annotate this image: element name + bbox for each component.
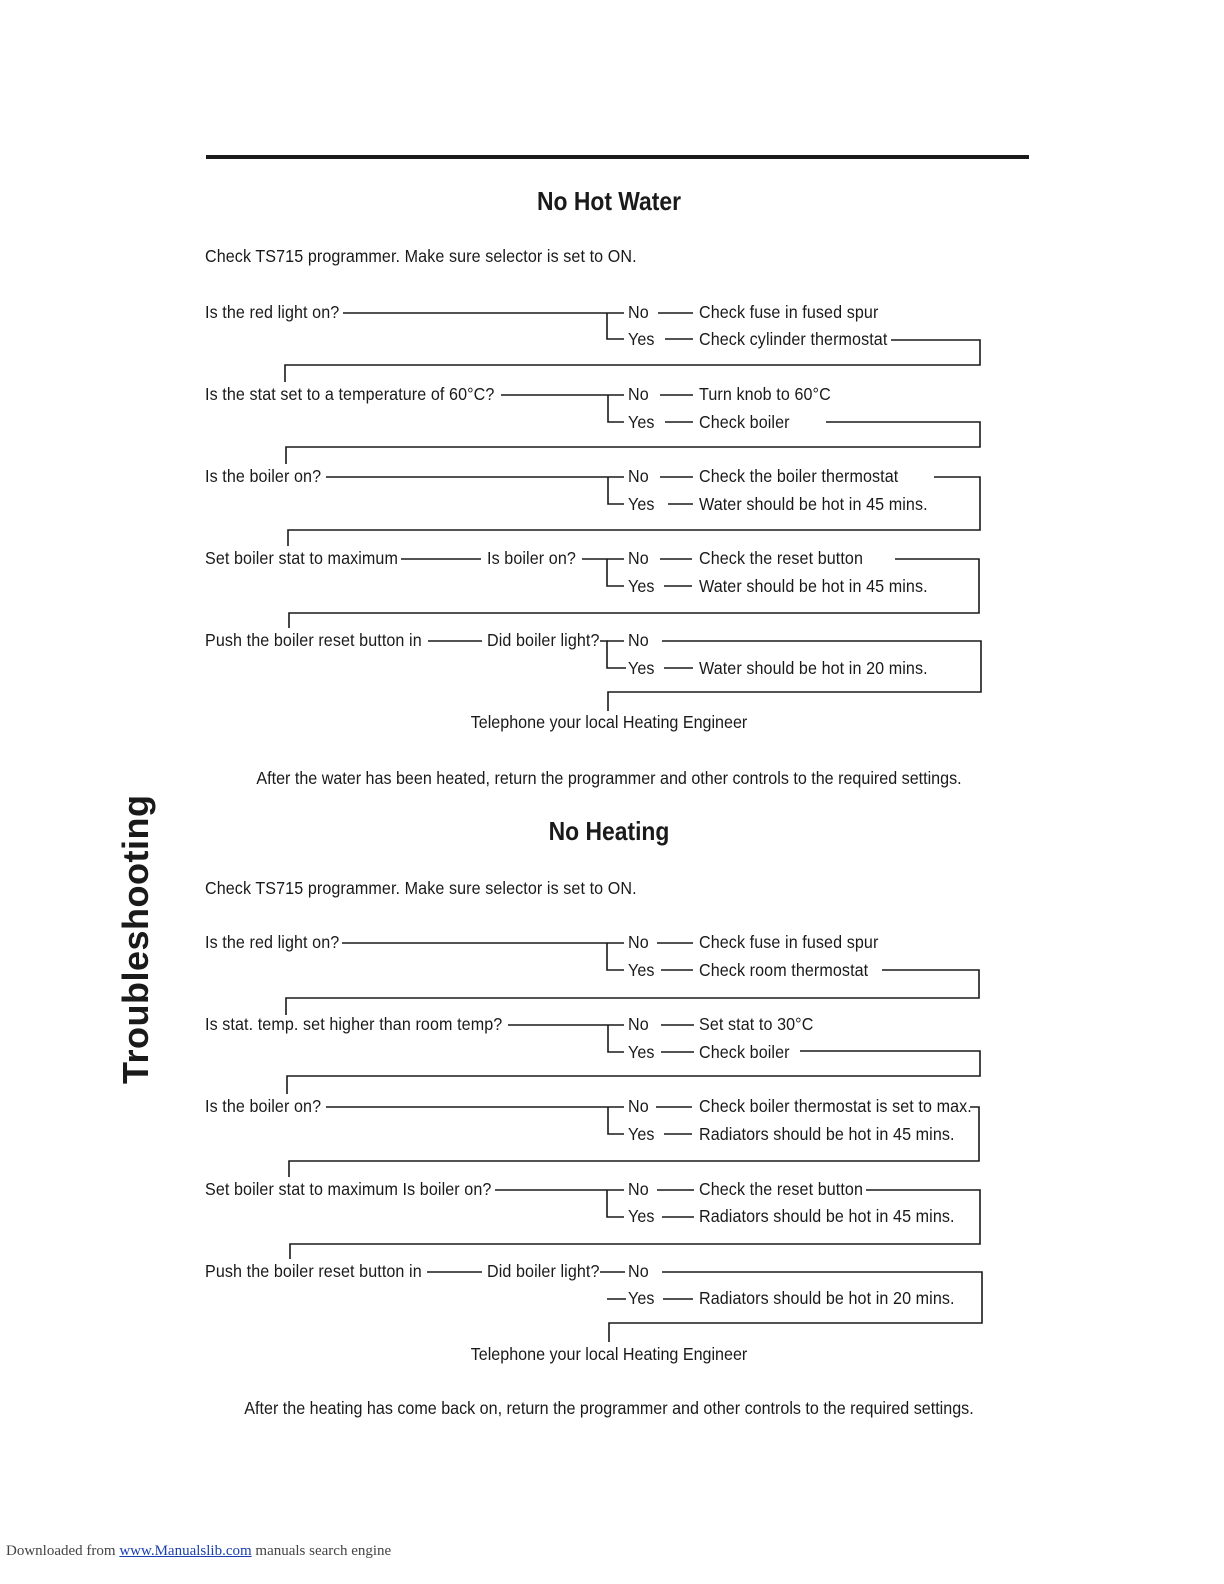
ht-q3-yes: Yes: [628, 1124, 655, 1144]
ht-final: Telephone your local Heating Engineer: [470, 1344, 748, 1364]
hw-q5-sub: Did boiler light?: [487, 630, 600, 650]
hw-q4-yes-action: Water should be hot in 45 mins.: [699, 576, 928, 596]
ht-q1-yes-action: Check room thermostat: [699, 960, 869, 980]
hw-q4-no: No: [628, 548, 649, 568]
ht-q5-yes: Yes: [628, 1288, 655, 1308]
ht-q5-no: No: [628, 1261, 649, 1281]
ht-q1-yes: Yes: [628, 960, 655, 980]
ht-q1: Is the red light on?: [205, 932, 340, 952]
ht-q4-yes: Yes: [628, 1206, 655, 1226]
ht-q3-no: No: [628, 1096, 649, 1116]
hw-q3: Is the boiler on?: [205, 466, 322, 486]
ht-q4-yes-action: Radiators should be hot in 45 mins.: [699, 1206, 955, 1226]
ht-q2: Is stat. temp. set higher than room temp?: [205, 1014, 503, 1034]
ht-q2-yes: Yes: [628, 1042, 655, 1062]
ht-q2-no: No: [628, 1014, 649, 1034]
footer: [6, 1543, 391, 1560]
ht-q1-no-action: Check fuse in fused spur: [699, 932, 879, 952]
hw-q3-yes: Yes: [628, 494, 655, 514]
hw-q4-no-action: Check the reset button: [699, 548, 864, 568]
hw-q4-yes: Yes: [628, 576, 655, 596]
footer-link[interactable]: www.Manualslib.com: [119, 1543, 252, 1559]
hw-q1-no-action: Check fuse in fused spur: [699, 302, 879, 322]
side-title: Troubleshooting: [115, 794, 156, 1084]
hw-q2-yes-action: Check boiler: [699, 412, 790, 432]
hw-q3-no: No: [628, 466, 649, 486]
hw-q4-sub: Is boiler on?: [487, 548, 576, 568]
ht-q3: Is the boiler on?: [205, 1096, 322, 1116]
footer-suffix: manuals search engine: [255, 1543, 392, 1559]
hw-q2-no-action: Turn knob to 60°C: [699, 384, 831, 404]
hw-q5: Push the boiler reset button in: [205, 630, 422, 650]
hw-q1: Is the red light on?: [205, 302, 340, 322]
hot-water-title: No Hot Water: [536, 186, 682, 216]
hot-water-intro: Check TS715 programmer. Make sure selector is set to ON.: [205, 246, 637, 266]
ht-q5-yes-action: Radiators should be hot in 20 mins.: [699, 1288, 955, 1308]
ht-q5: Push the boiler reset button in: [205, 1261, 422, 1281]
ht-q4: Set boiler stat to maximum Is boiler on?: [205, 1179, 492, 1199]
hw-q1-yes-action: Check cylinder thermostat: [699, 329, 888, 349]
ht-q2-yes-action: Check boiler: [699, 1042, 790, 1062]
hw-q2: Is the stat set to a temperature of 60°C?: [205, 384, 495, 404]
hw-q3-no-action: Check the boiler thermostat: [699, 466, 899, 486]
heating-title: No Heating: [548, 816, 670, 846]
hw-q5-yes: Yes: [628, 658, 655, 678]
hw-q1-no: No: [628, 302, 649, 322]
hw-q4: Set boiler stat to maximum: [205, 548, 398, 568]
hw-q2-yes: Yes: [628, 412, 655, 432]
hw-note: After the water has been heated, return the programmer and other controls to the required settings.: [256, 768, 962, 788]
hw-q3-yes-action: Water should be hot in 45 mins.: [699, 494, 928, 514]
hw-final: Telephone your local Heating Engineer: [470, 712, 748, 732]
hw-q5-no: No: [628, 630, 649, 650]
hw-q1-yes: Yes: [628, 329, 655, 349]
ht-q1-no: No: [628, 932, 649, 952]
ht-q5-sub: Did boiler light?: [487, 1261, 600, 1281]
footer-prefix: Downloaded from: [6, 1543, 116, 1559]
ht-q3-no-action: Check boiler thermostat is set to max.: [699, 1096, 972, 1116]
hw-q5-yes-action: Water should be hot in 20 mins.: [699, 658, 928, 678]
hw-q2-no: No: [628, 384, 649, 404]
ht-q4-no: No: [628, 1179, 649, 1199]
ht-q3-yes-action: Radiators should be hot in 45 mins.: [699, 1124, 955, 1144]
heating-intro: Check TS715 programmer. Make sure selector is set to ON.: [205, 878, 637, 898]
ht-q4-no-action: Check the reset button: [699, 1179, 864, 1199]
ht-q2-no-action: Set stat to 30°C: [699, 1014, 814, 1034]
ht-note: After the heating has come back on, return the programmer and other controls to the required settings.: [244, 1398, 974, 1418]
